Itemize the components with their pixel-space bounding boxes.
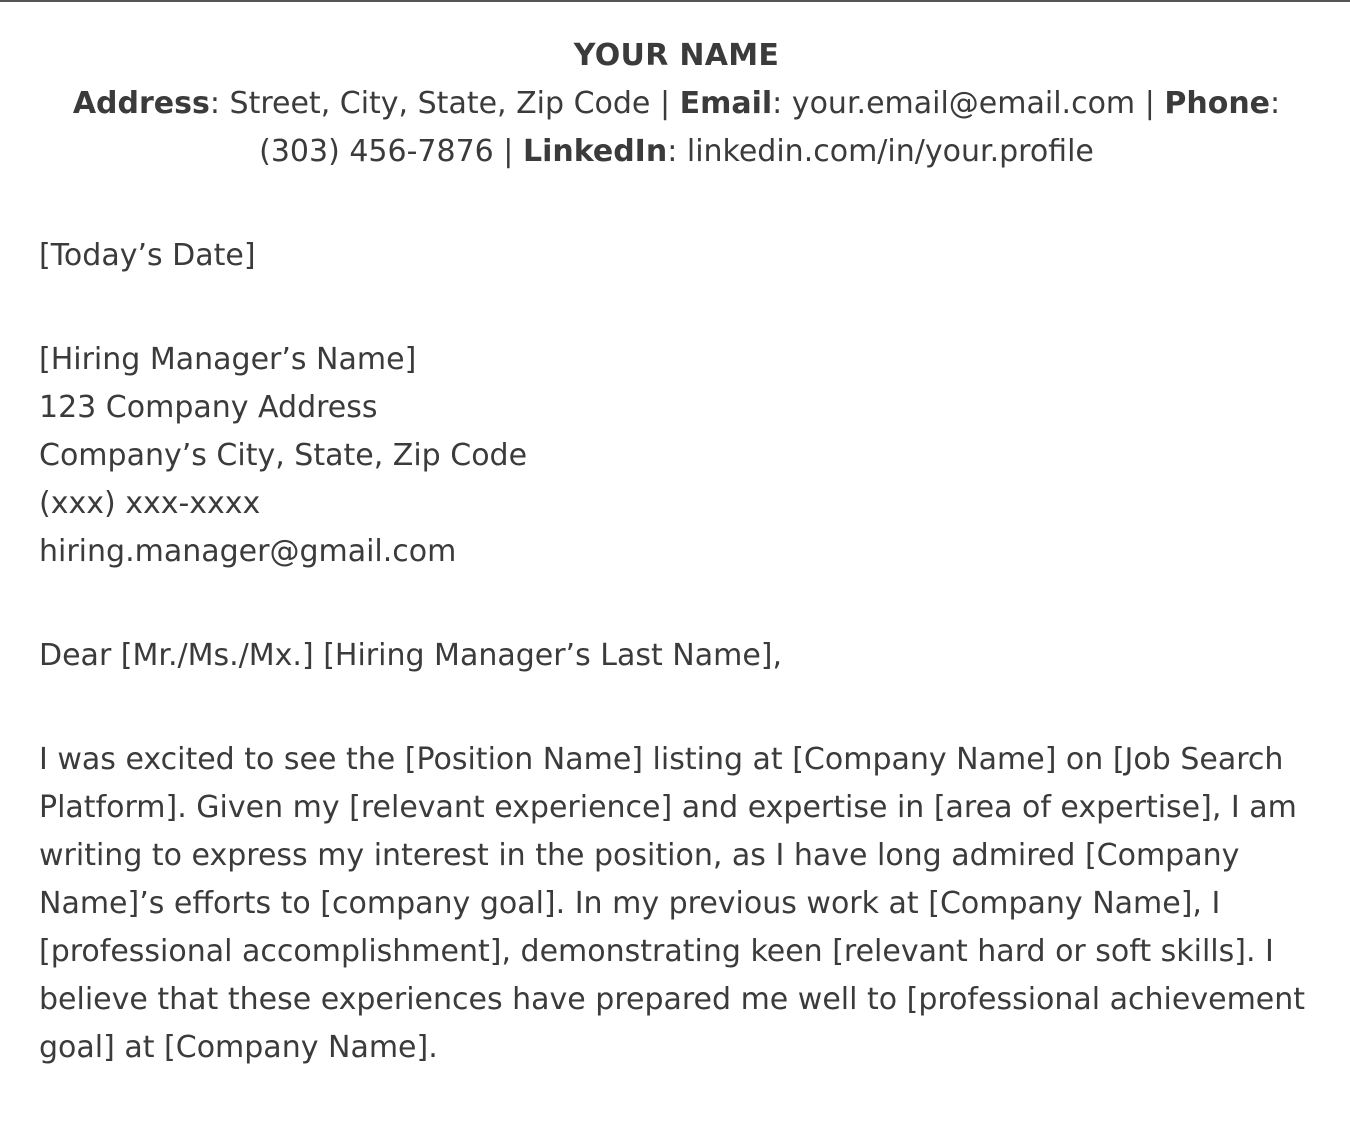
separator: | — [659, 86, 671, 121]
phone-label: Phone — [1164, 86, 1271, 121]
applicant-name: YOUR NAME — [573, 38, 780, 73]
letter-date: [Today’s Date] — [39, 238, 256, 273]
body-paragraph: I was excited to see the [Position Name] listing at [Company Name] on [Job Search Platform]. Given my [relevant experience] and expertise in [area of expertise], I am writing to express my interest in the position, as I have long admired [Company Name]’s efforts to [company goal]. In my previous work at [Company Name], I [professional accomplishment], demonstrating keen [relevant hard or soft skills]. I believe that these experiences have prepared me well to [professional achievement goal] at [Company Name]. — [39, 742, 1306, 1065]
email-label: Email — [679, 86, 773, 121]
linkedin-value: linkedin.com/in/your.profile — [686, 134, 1094, 169]
recipient-email: hiring.manager@gmail.com — [39, 534, 457, 569]
contact-info: Address: Street, City, State, Zip Code | Email: your.email@email.com | Phone: (303) 456-7876 | LinkedIn: linkedin.com/in/your.profile — [72, 86, 1281, 169]
top-border — [0, 0, 1350, 2]
recipient-block — [39, 336, 1314, 576]
linkedin-label: LinkedIn — [522, 134, 668, 169]
separator: | — [1144, 86, 1155, 121]
recipient-name: [Hiring Manager’s Name] — [39, 342, 417, 377]
recipient-city-line: Company’s City, State, Zip Code — [39, 438, 528, 473]
phone-value: (303) 456-7876 — [259, 134, 494, 169]
salutation: Dear [Mr./Ms./Mx.] [Hiring Manager’s Last Name], — [39, 638, 783, 673]
separator: | — [503, 134, 514, 169]
recipient-phone: (xxx) xxx-xxxx — [39, 486, 261, 521]
cover-letter-document — [39, 32, 1314, 1072]
address-value: Street, City, State, Zip Code — [229, 86, 651, 121]
email-value: your.email@email.com — [791, 86, 1136, 121]
address-label: Address — [72, 86, 210, 121]
recipient-address: 123 Company Address — [39, 390, 378, 425]
letter-header — [39, 32, 1314, 176]
